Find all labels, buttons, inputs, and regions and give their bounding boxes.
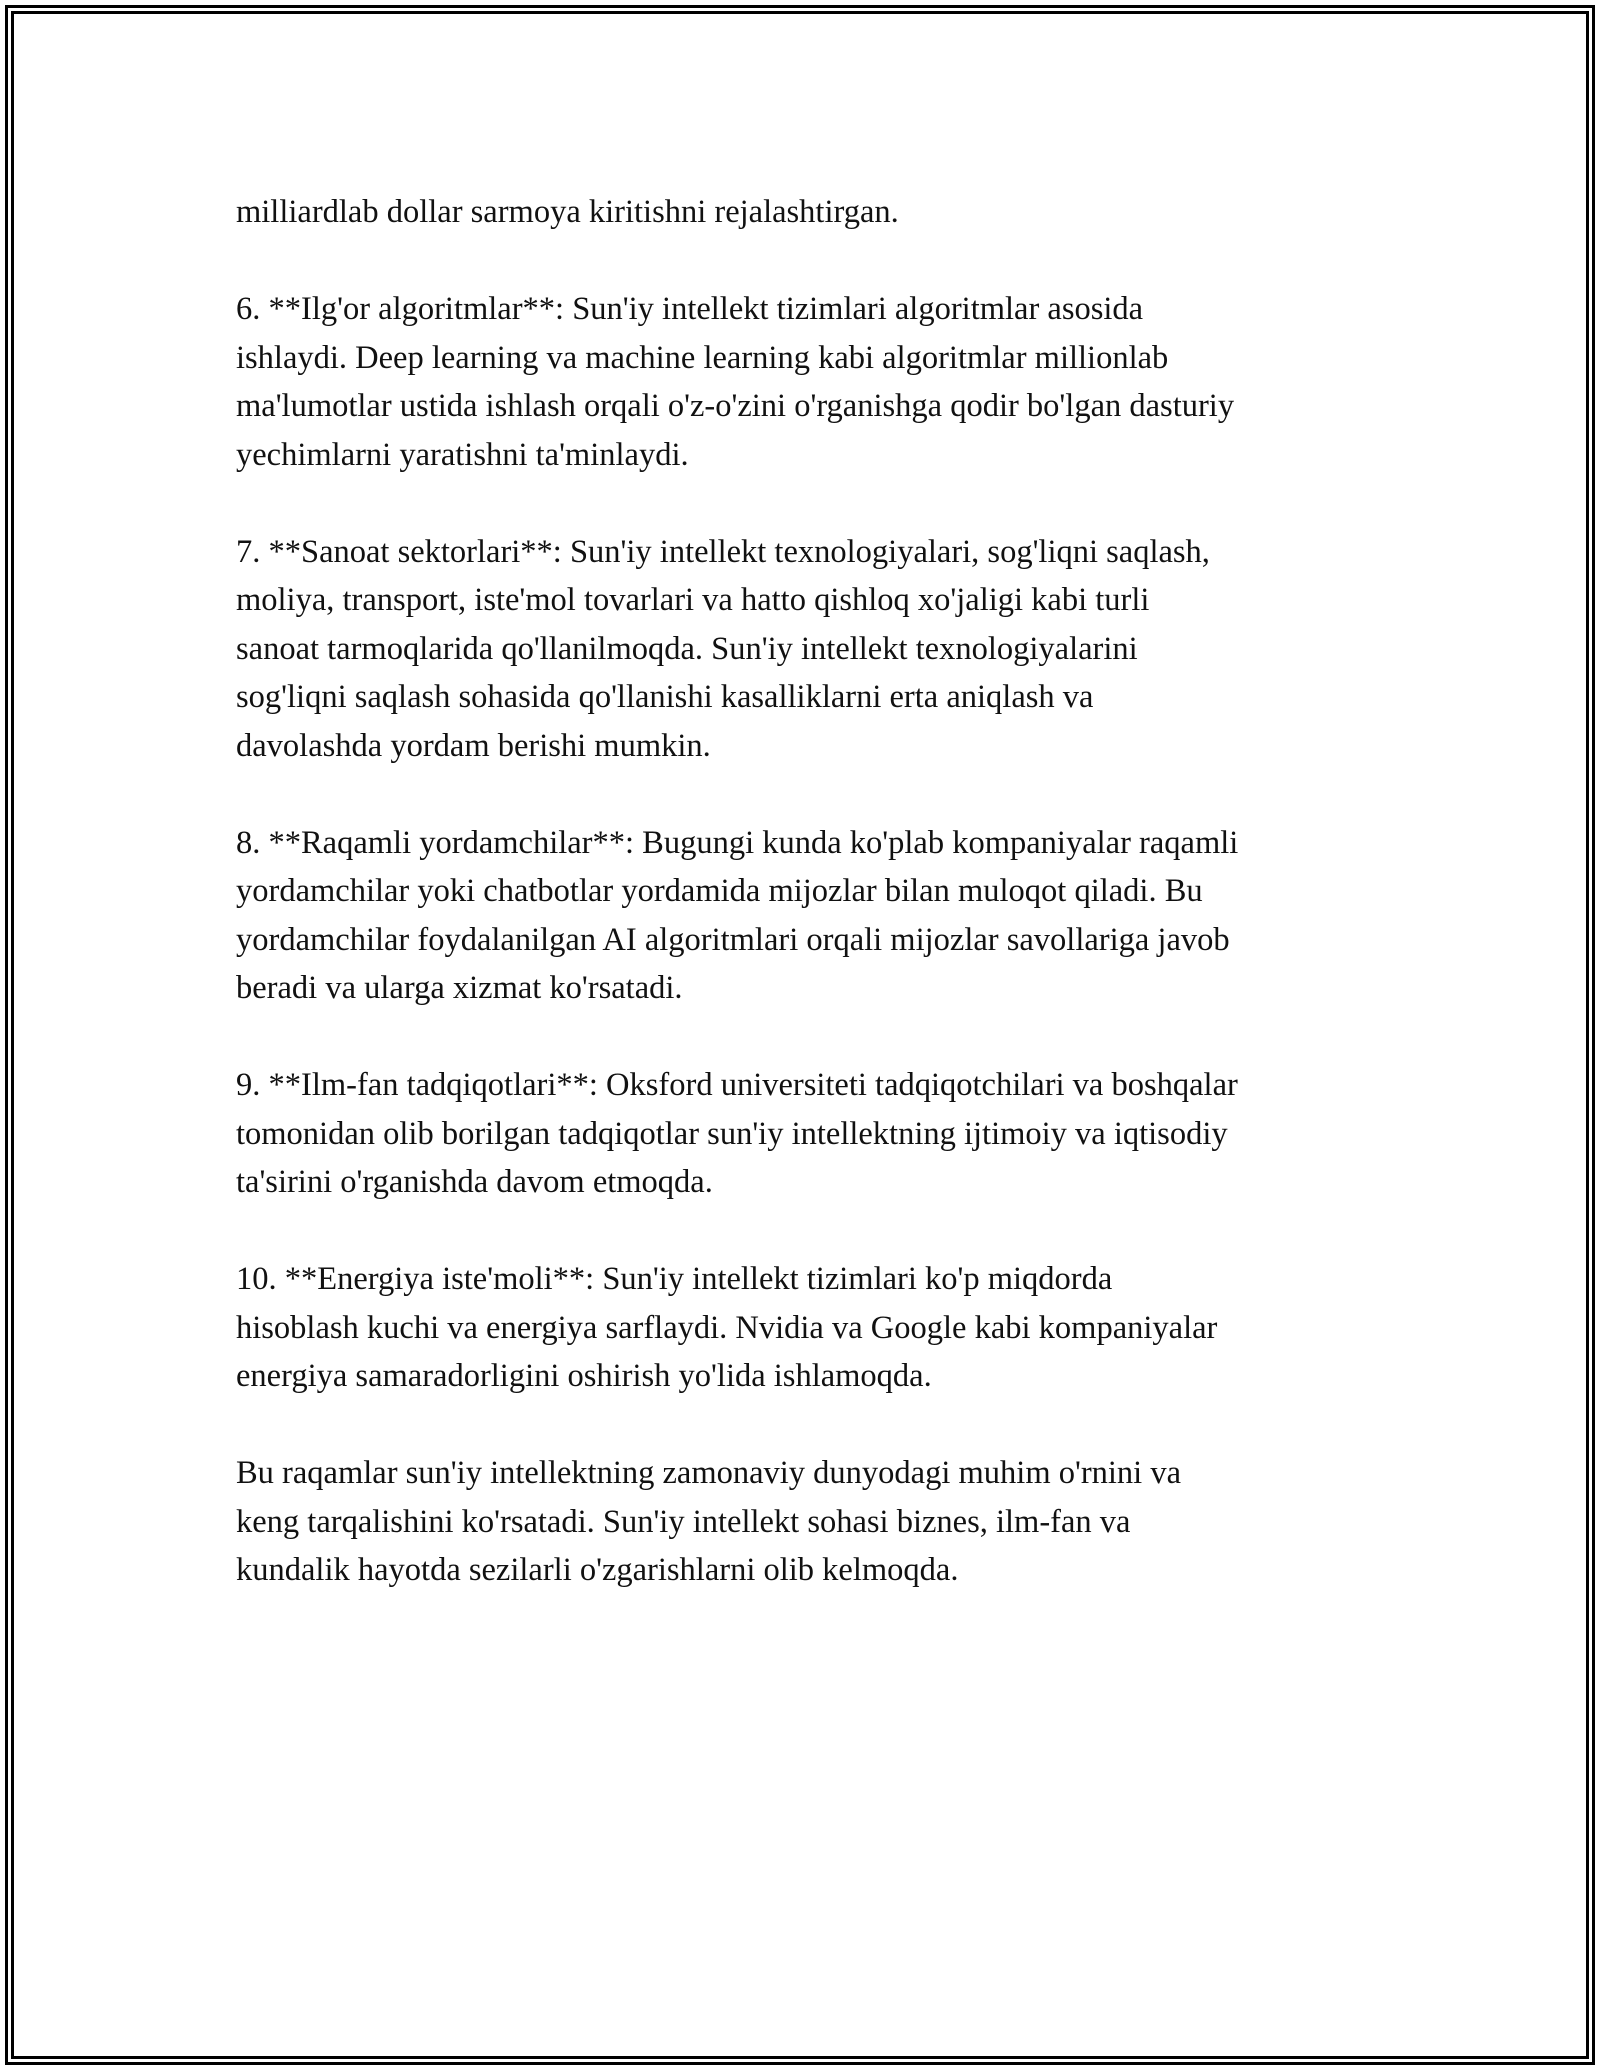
document-body [236,188,1386,1643]
paragraph-continuation: milliardlab dollar sarmoya kiritishni rejalashtirgan. [236,194,899,230]
paragraph-item-6: 6. **Ilg'or algoritmlar**: Sun'iy intellekt tizimlari algoritmlar asosida ishlaydi. Deep learning va machine learning kabi algoritmlar millionlab ma'lumotlar ustida ishlash orqali o'z-o'zini o'rganishga qodir bo'lgan dasturiy yechimlarni yaratishni ta'minlaydi. [236,291,1235,473]
paragraph-item-8: 8. **Raqamli yordamchilar**: Bugungi kunda ko'plab kompaniyalar raqamli yordamchilar yoki chatbotlar yordamida mijozlar bilan muloqot qiladi. Bu yordamchilar foydalanilgan AI algoritmlari orqali mijozlar savollariga javob beradi va ularga xizmat ko'rsatadi. [236,824,1239,1006]
paragraph-conclusion: Bu raqamlar sun'iy intellektning zamonaviy dunyodagi muhim o'rnini va keng tarqalishini ko'rsatadi. Sun'iy intellekt sohasi biznes, ilm-fan va kundalik hayotda sezilarli o'zgarishlarni olib kelmoqda. [236,1455,1182,1588]
paragraph-item-10: 10. **Energiya iste'moli**: Sun'iy intellekt tizimlari ko'p miqdorda hisoblash kuchi va energiya sarflaydi. Nvidia va Google kabi kompaniyalar energiya samaradorligini oshirish yo'lida ishlamoqda. [236,1261,1218,1394]
paragraph-item-9: 9. **Ilm-fan tadqiqotlari**: Oksford universiteti tadqiqotchilari va boshqalar tomonidan olib borilgan tadqiqotlar sun'iy intellektning ijtimoiy va iqtisodiy ta'sirini o'rganishda davom etmoqda. [236,1067,1238,1200]
paragraph-item-7: 7. **Sanoat sektorlari**: Sun'iy intellekt texnologiyalari, sog'liqni saqlash, moliya, transport, iste'mol tovarlari va hatto qishloq xo'jaligi kabi turli sanoat tarmoqlarida qo'llanilmoqda. Sun'iy intellekt texnologiyalarini sog'liqni saqlash sohasida qo'llanishi kasalliklarni erta aniqlash va davolashda yordam berishi mumkin. [236,533,1210,764]
